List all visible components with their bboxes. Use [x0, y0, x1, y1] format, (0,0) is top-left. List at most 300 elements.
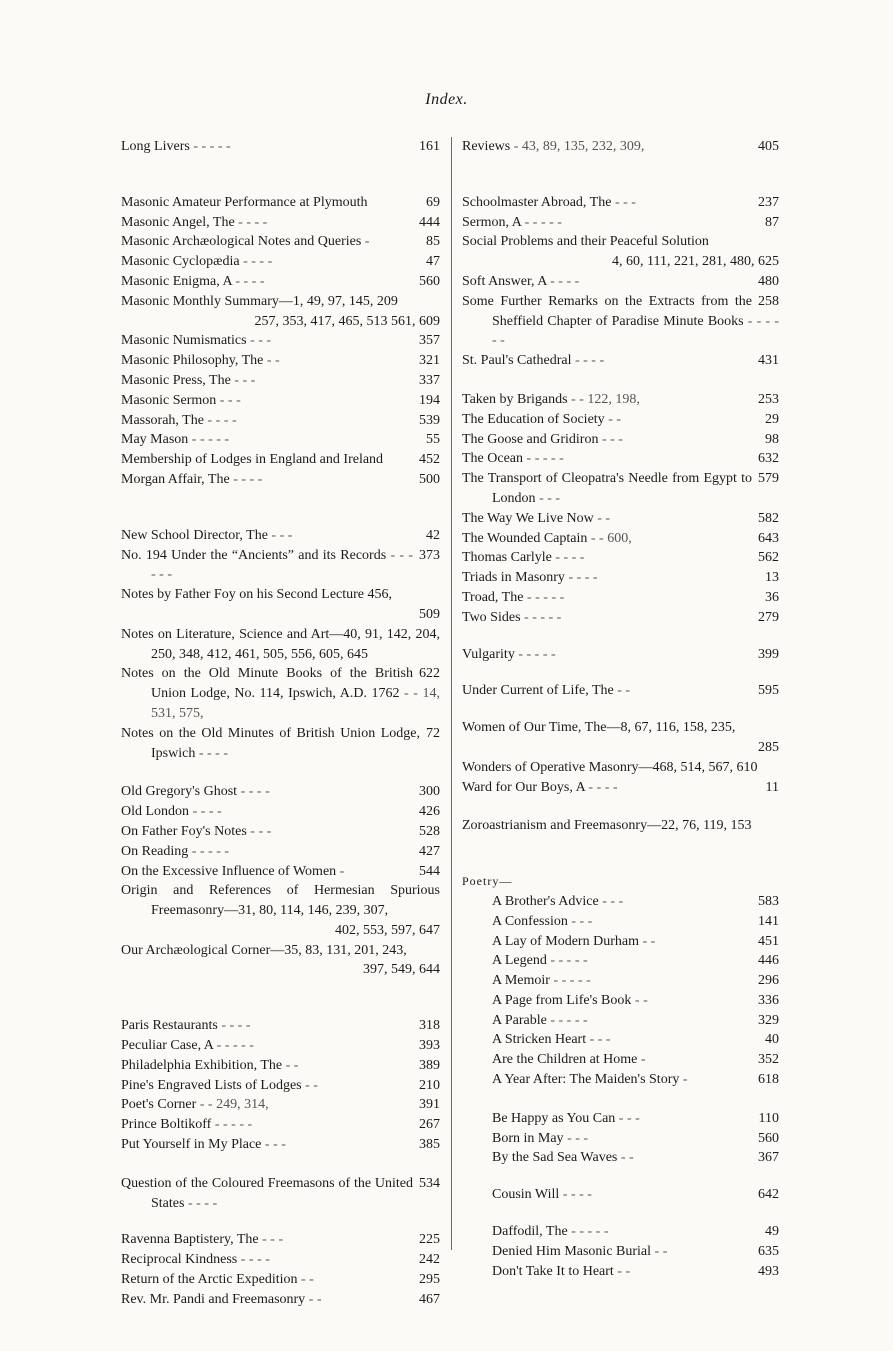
leader-dashes: - - - -	[234, 214, 268, 230]
leader-dashes: - -	[613, 683, 631, 699]
leader-dashes: - - - - -	[189, 139, 231, 154]
entry-title: 509	[419, 606, 440, 622]
entry-title: The Transport of Cleopatra's Needle from Egypt to London	[462, 471, 752, 506]
leader-dashes: - - - - -	[546, 1012, 588, 1028]
page-number: 500	[413, 470, 440, 490]
entry-title: Poetry—	[462, 874, 513, 889]
index-entry	[121, 724, 440, 764]
entry-title: Masonic Angel, The	[121, 214, 235, 230]
section-gap	[462, 371, 779, 390]
leader-dashes: - - -	[258, 1232, 284, 1248]
index-entry	[121, 470, 440, 490]
leader-dashes: - -	[613, 1263, 631, 1279]
entry-title: Notes on the Old Minutes of British Union Lodge, Ipswich	[121, 725, 420, 761]
index-entry	[121, 1230, 440, 1250]
index-entry	[121, 1095, 440, 1115]
leader-dashes: - -	[631, 992, 648, 1008]
page-number: 36	[759, 588, 779, 608]
index-entry	[492, 971, 779, 991]
index-entry	[121, 625, 440, 665]
page-number: 253	[752, 390, 779, 410]
page-number: 431	[752, 351, 779, 371]
section-gap	[462, 797, 779, 816]
section-gap	[462, 664, 779, 681]
entry-title: Our Archæological Corner—35, 83, 131, 201, 243,	[121, 942, 407, 958]
entry-title: Masonic Amateur Performance at Plymouth	[121, 194, 368, 210]
entry-title: Daffodil, The	[492, 1224, 568, 1240]
page-number: 225	[413, 1230, 440, 1250]
page-number: 367	[752, 1148, 779, 1168]
leader-dashes: - - -	[261, 1137, 286, 1153]
entry-title: A Parable	[492, 1012, 547, 1028]
entry-title: Wonders of Operative Masonry—468, 514, 567, 610	[462, 759, 758, 775]
leader-dashes: - - -	[267, 527, 293, 543]
entry-title: May Mason	[121, 432, 189, 448]
index-entry	[121, 193, 440, 213]
leader-dashes: - - - - -	[211, 1117, 253, 1133]
page-number: 642	[752, 1185, 779, 1205]
index-entry	[121, 137, 440, 157]
index-entry	[121, 842, 440, 862]
entry-title: On Reading	[121, 843, 189, 859]
index-entry	[462, 410, 779, 430]
entry-title: Schoolmaster Abroad, The	[462, 194, 612, 210]
page-number: 279	[752, 608, 779, 628]
entry-title: A Confession	[492, 913, 568, 929]
entry-title: Troad, The	[462, 589, 524, 605]
index-entry	[492, 951, 779, 971]
leader-dashes: - -	[604, 411, 622, 427]
index-entry	[462, 469, 779, 509]
index-entry	[121, 1174, 440, 1214]
column-divider	[451, 137, 452, 1250]
page-number: 42	[420, 526, 440, 546]
entry-title: Paris Restaurants	[121, 1018, 218, 1034]
leader-dashes: - - 122, 198,	[567, 391, 640, 407]
leader-dashes: -	[679, 1072, 688, 1088]
leader-dashes: - 43, 89, 135, 232, 309,	[510, 139, 645, 154]
index-entry	[121, 605, 440, 625]
page-number: 258	[752, 292, 779, 312]
entry-title: Masonic Numismatics	[121, 333, 247, 349]
page-number: 352	[752, 1050, 779, 1070]
index-entry	[121, 213, 440, 233]
leader-dashes: - - - -	[237, 784, 270, 800]
leader-dashes: - - - - -	[523, 589, 565, 605]
leader-dashes: - - -	[586, 1032, 611, 1048]
entry-title: Notes on Literature, Science and Art—40, 91, 142, 204, 250, 348, 412, 461, 505, 556, 605, 645	[121, 626, 440, 662]
index-entry	[462, 816, 779, 836]
index-entry	[121, 1270, 440, 1290]
leader-dashes: - - - - -	[188, 432, 230, 448]
index-entry	[492, 991, 779, 1011]
leader-dashes: - - - -	[231, 273, 265, 289]
index-entry	[121, 546, 440, 586]
index-entry	[462, 252, 779, 272]
index-entry	[492, 932, 779, 952]
index-entry	[492, 1109, 779, 1129]
page-number: 539	[413, 411, 440, 431]
entry-title: Masonic Archæological Notes and Queries	[121, 234, 362, 250]
entry-title: A Year After: The Maiden's Story	[492, 1072, 680, 1088]
page-number: 393	[413, 1036, 440, 1056]
entry-title: Notes by Father Foy on his Second Lecture 456,	[121, 587, 393, 603]
page-number: 110	[753, 1109, 779, 1129]
page-number: 242	[413, 1250, 440, 1270]
page-title: Index.	[425, 91, 468, 108]
entry-title: Social Problems and their Peaceful Solution	[462, 234, 709, 250]
section-gap	[121, 763, 440, 782]
index-entry	[121, 1250, 440, 1270]
index-entry	[121, 1290, 440, 1310]
entry-title: St. Paul's Cathedral	[462, 353, 572, 369]
entry-title: Reciprocal Kindness	[121, 1252, 238, 1268]
entry-title: New School Director, The	[121, 527, 268, 543]
page-number: 562	[752, 548, 779, 568]
section-gap	[121, 157, 440, 193]
index-entry	[121, 782, 440, 802]
index-entry	[492, 1185, 779, 1205]
entry-title: Origin and References of Hermesian Spurious Freemasonry—31, 80, 114, 146, 239, 307,	[121, 883, 440, 919]
leader-dashes: - - - -	[584, 779, 618, 795]
entry-title: Return of the Arctic Expedition	[121, 1272, 298, 1288]
index-entry	[121, 411, 440, 431]
entry-title: Membership of Lodges in England and Ireland	[121, 452, 384, 468]
leader-dashes: - - - -	[559, 1187, 592, 1203]
entry-title: A Brother's Advice	[492, 893, 599, 909]
entry-title: Massorah, The	[121, 412, 204, 428]
entry-title: Old London	[121, 804, 190, 820]
index-column-right	[462, 137, 779, 1281]
entry-title: Masonic Press, The	[121, 372, 231, 388]
page-number: 13	[759, 568, 779, 588]
index-entry	[462, 738, 779, 758]
index-entry	[492, 1030, 779, 1050]
leader-dashes: - - - - -	[520, 609, 562, 625]
page-number: 451	[752, 932, 779, 952]
leader-dashes: - - -	[598, 431, 623, 447]
leader-dashes: - - - - -	[514, 646, 556, 662]
page-number: 318	[413, 1016, 440, 1036]
index-entry	[492, 1242, 779, 1262]
page-number: 47	[420, 252, 440, 272]
index-entry	[121, 371, 440, 391]
page-number: 467	[413, 1290, 440, 1310]
entry-title: Be Happy as You Can	[492, 1110, 616, 1126]
index-entry	[462, 351, 779, 371]
leader-dashes: - - -	[563, 1130, 589, 1146]
entry-title: Philadelphia Exhibition, The	[121, 1057, 283, 1073]
index-entry	[121, 272, 440, 292]
page-number: 72	[420, 724, 440, 744]
leader-dashes: - - -	[598, 893, 624, 909]
index-entry	[121, 430, 440, 450]
entry-title: Some Further Remarks on the Extracts from the Sheffield Chapter of Paradise Minute Books	[462, 293, 752, 329]
section-gap	[462, 1168, 779, 1185]
page-number: 444	[413, 213, 440, 233]
section-heading	[462, 872, 779, 892]
leader-dashes: - -	[297, 1272, 314, 1288]
index-entry	[121, 312, 440, 332]
page-number: 329	[752, 1011, 779, 1031]
section-gap	[462, 836, 779, 872]
section-gap	[121, 490, 440, 526]
page-number: 296	[752, 971, 779, 991]
page-number: 55	[420, 430, 440, 450]
entry-title: Sermon, A	[462, 214, 522, 230]
leader-dashes: -	[361, 234, 370, 250]
index-entry	[462, 718, 779, 738]
index-entry	[121, 822, 440, 842]
page-number: 643	[752, 529, 779, 549]
index-entry	[492, 892, 779, 912]
leader-dashes: - - 600,	[587, 530, 632, 546]
index-entry	[462, 193, 779, 213]
page-number: 399	[752, 645, 779, 665]
page-number: 321	[413, 351, 440, 371]
index-entry	[462, 608, 779, 628]
section-gap	[462, 628, 779, 645]
page-number: 618	[752, 1070, 779, 1090]
index-entry	[121, 960, 440, 980]
leader-dashes: - - - - -	[523, 451, 564, 467]
entry-title: The Wounded Captain	[462, 530, 588, 546]
index-entry	[462, 272, 779, 292]
leader-dashes: - - -	[535, 490, 561, 506]
leader-dashes: - - -	[615, 1110, 640, 1126]
leader-dashes: - -	[638, 933, 656, 949]
index-entry	[492, 1148, 779, 1168]
entry-title: Vulgarity	[462, 646, 515, 662]
entry-title: Are the Children at Home	[492, 1052, 638, 1068]
leader-dashes: - - -	[567, 913, 593, 929]
index-entry	[121, 232, 440, 252]
page-number: 357	[413, 331, 440, 351]
leader-dashes: - - - -	[237, 1252, 270, 1268]
leader-dashes: - - - -	[195, 745, 228, 761]
leader-dashes: - -	[593, 510, 611, 526]
entry-title: 397, 549, 644	[363, 962, 440, 978]
index-entry	[121, 1135, 440, 1155]
index-entry	[462, 390, 779, 410]
index-entry	[121, 391, 440, 411]
page-number: 632	[752, 449, 779, 469]
page-number: 49	[759, 1222, 779, 1242]
page-number: 426	[413, 802, 440, 822]
page-number: 85	[420, 232, 440, 252]
leader-dashes: - - - -	[184, 1195, 218, 1211]
index-entry	[121, 1016, 440, 1036]
entry-title: 402, 553, 597, 647	[335, 922, 440, 938]
entry-title: Masonic Monthly Summary—1, 49, 97, 145, 209	[121, 293, 398, 309]
page-number: 267	[413, 1115, 440, 1135]
page-number: 11	[760, 778, 779, 798]
entry-title: The Education of Society	[462, 411, 605, 427]
index-entry	[462, 232, 779, 252]
index-entry	[462, 758, 779, 778]
leader-dashes: - - - -	[239, 254, 273, 270]
index-entry	[462, 137, 779, 157]
entry-title: The Goose and Gridiron	[462, 431, 599, 447]
entry-title: A Stricken Heart	[492, 1032, 587, 1048]
page-number: 300	[413, 782, 440, 802]
entry-title: On the Excessive Influence of Women	[121, 863, 337, 879]
leader-dashes: - - - -	[546, 273, 580, 289]
index-entry	[121, 1115, 440, 1135]
entry-title: Under Current of Life, The	[462, 683, 614, 699]
entry-title: Question of the Coloured Freemasons of the United States	[121, 1175, 413, 1211]
page-number: 622	[413, 664, 440, 684]
leader-dashes: - - - -	[229, 471, 263, 487]
page-number: 560	[752, 1129, 779, 1149]
index-entry	[462, 529, 779, 549]
index-entry	[462, 645, 779, 665]
index-entry	[121, 1036, 440, 1056]
entry-title: Thomas Carlyle	[462, 550, 552, 566]
page-number: 337	[413, 371, 440, 391]
entry-title: On Father Foy's Notes	[121, 823, 247, 839]
entry-title: Peculiar Case, A	[121, 1038, 214, 1054]
index-column-left	[121, 137, 440, 1310]
index-entry	[462, 292, 779, 351]
leader-dashes: - - 14, 531, 575,	[151, 686, 440, 721]
entry-title: Pine's Engraved Lists of Lodges	[121, 1077, 302, 1093]
entry-title: A Legend	[492, 953, 547, 969]
page-number: 69	[420, 193, 440, 213]
entry-title: Morgan Affair, The	[121, 471, 230, 487]
leader-dashes: - - - -	[203, 412, 237, 428]
leader-dashes: - - - - -	[188, 843, 230, 859]
entry-title: Two Sides	[462, 609, 521, 625]
entry-title: A Memoir	[492, 973, 550, 989]
page-number: 544	[413, 862, 440, 882]
entry-title: Put Yourself in My Place	[121, 1137, 262, 1153]
leader-dashes: - - - -	[217, 1018, 251, 1034]
leader-dashes: - - - -	[189, 804, 222, 820]
leader-dashes: - -	[263, 353, 280, 369]
page-number: 389	[413, 1056, 440, 1076]
entry-title: Rev. Mr. Pandi and Freemasonry	[121, 1291, 306, 1307]
entry-title: Born in May	[492, 1130, 564, 1146]
page-number: 452	[413, 450, 440, 470]
page-number: 29	[759, 410, 779, 430]
index-entry	[121, 331, 440, 351]
section-gap	[462, 701, 779, 718]
leader-dashes: - - - - - -	[151, 547, 413, 583]
page-number: 141	[752, 912, 779, 932]
leader-dashes: -	[336, 863, 345, 879]
leader-dashes: - -	[282, 1057, 299, 1073]
index-entry	[121, 450, 440, 470]
section-gap	[121, 1155, 440, 1174]
page-number: 336	[752, 991, 779, 1011]
page-number: 583	[752, 892, 779, 912]
page-number: 427	[413, 842, 440, 862]
index-entry	[492, 1011, 779, 1031]
entry-title: Prince Boltikoff	[121, 1117, 212, 1133]
section-gap	[462, 1090, 779, 1109]
index-entry	[121, 862, 440, 882]
entry-title: Taken by Brigands	[462, 391, 568, 407]
page-number: 493	[752, 1262, 779, 1282]
index-entry	[492, 1129, 779, 1149]
page-number: 373	[413, 546, 440, 566]
leader-dashes: - -	[305, 1291, 322, 1307]
entry-title: Old Gregory's Ghost	[121, 784, 238, 800]
index-entry	[121, 585, 440, 605]
entry-title: Reviews	[462, 139, 511, 154]
leader-dashes: - - - -	[571, 353, 605, 369]
leader-dashes: - - -	[230, 372, 256, 388]
page-number: 161	[413, 137, 440, 157]
entry-title: Zoroastrianism and Freemasonry—22, 76, 119, 153	[462, 818, 752, 834]
entry-title: 285	[758, 739, 779, 755]
index-entry	[121, 351, 440, 371]
leader-dashes: - - -	[611, 194, 636, 210]
page-number: 385	[413, 1135, 440, 1155]
leader-dashes: - - - -	[551, 550, 585, 566]
page-number: 595	[752, 681, 779, 701]
index-entry	[462, 681, 779, 701]
entry-title: Ravenna Baptistery, The	[121, 1232, 259, 1248]
index-entry	[492, 1050, 779, 1070]
index-entry	[121, 941, 440, 961]
entry-title: Masonic Cyclopædia	[121, 254, 240, 270]
index-entry	[462, 509, 779, 529]
leader-dashes: - -	[617, 1150, 634, 1166]
page-number: 480	[752, 272, 779, 292]
page-number: 560	[413, 272, 440, 292]
index-entry	[121, 802, 440, 822]
index-entry	[121, 1056, 440, 1076]
leader-dashes: - - -	[246, 823, 272, 839]
leader-dashes: - - - - -	[549, 973, 591, 989]
entry-title: Don't Take It to Heart	[492, 1263, 614, 1279]
entry-title: Ward for Our Boys, A	[462, 779, 585, 795]
index-entry	[492, 1070, 779, 1090]
page-number: 98	[759, 430, 779, 450]
section-gap	[121, 1213, 440, 1230]
entry-title: 4, 60, 111, 221, 281, 480, 625	[612, 254, 779, 270]
section-gap	[462, 1205, 779, 1222]
index-entry	[492, 912, 779, 932]
index-entry	[121, 252, 440, 272]
index-entry	[462, 568, 779, 588]
page-number: 534	[413, 1174, 440, 1194]
page-number: 446	[752, 951, 779, 971]
entry-title: A Page from Life's Book	[492, 992, 632, 1008]
index-entry	[492, 1222, 779, 1242]
leader-dashes: - - - - - -	[492, 313, 780, 349]
index-entry	[121, 664, 440, 723]
index-entry	[462, 430, 779, 450]
index-entry	[121, 921, 440, 941]
leader-dashes: - -	[651, 1243, 668, 1259]
page-number: 194	[413, 391, 440, 411]
entry-title: 257, 353, 417, 465, 513 561, 609	[254, 313, 440, 329]
leader-dashes: - - 249, 314,	[196, 1097, 269, 1113]
leader-dashes: - - -	[216, 392, 241, 408]
page-number: 405	[752, 137, 779, 157]
index-entry	[121, 292, 440, 312]
leader-dashes: - - - -	[564, 570, 598, 586]
leader-dashes: - -	[301, 1077, 318, 1093]
index-entry	[462, 778, 779, 798]
page-number: 635	[752, 1242, 779, 1262]
entry-title: Notes on the Old Minute Books of the British Union Lodge, No. 114, Ipswich, A.D. 1762	[121, 666, 413, 702]
entry-title: Denied Him Masonic Burial	[492, 1243, 652, 1259]
entry-title: Women of Our Time, The—8, 67, 116, 158, 235,	[462, 720, 736, 736]
